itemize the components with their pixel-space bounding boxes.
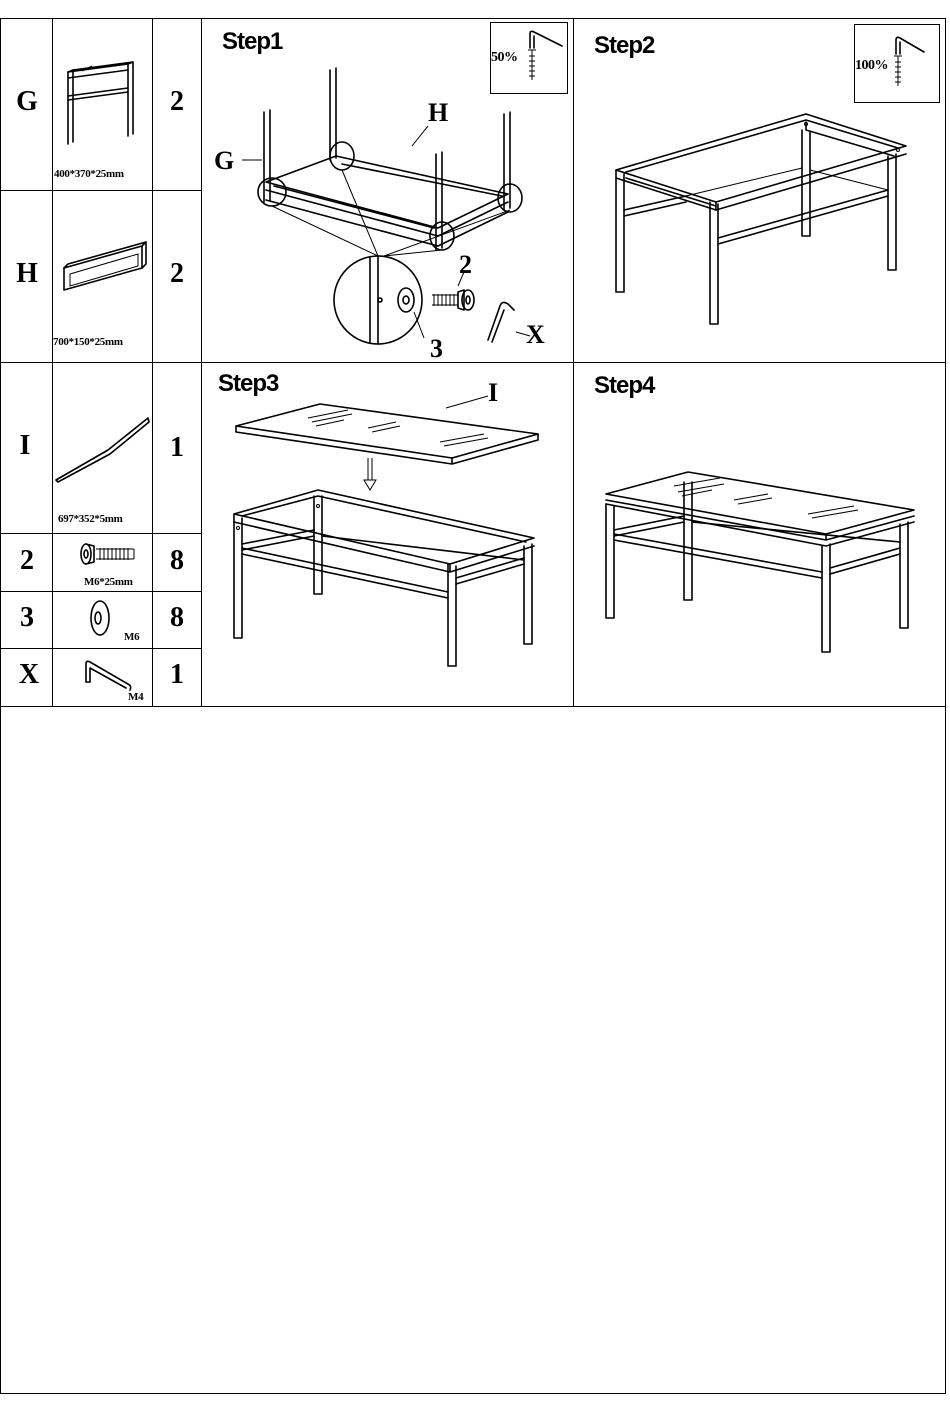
part-2-dimensions: M6*25mm: [84, 576, 133, 588]
part-x-hex-key-drawing: [80, 656, 150, 696]
step4-finished-table-drawing: [600, 468, 920, 660]
part-2-bolt-drawing: [76, 540, 146, 570]
step1-callout-washer: 3: [430, 334, 443, 363]
grid-divider: [0, 648, 201, 649]
step1-callout-h: H: [428, 98, 449, 127]
part-i-glass-drawing: [52, 410, 152, 490]
part-g-letter: G: [16, 86, 38, 117]
step3-title: Step3: [218, 370, 279, 397]
part-i-letter: I: [19, 430, 31, 461]
grid-divider: [0, 190, 201, 191]
part-g-dimensions: 400*370*25mm: [54, 168, 124, 180]
step3-callout-glass: I: [488, 378, 499, 407]
step1-tighten-percent: 50%: [491, 50, 518, 65]
step2-hex-key-bolt-icon: [886, 32, 936, 92]
part-i-quantity: 1: [170, 432, 184, 463]
part-x-quantity: 1: [170, 659, 184, 690]
grid-divider: [0, 533, 201, 534]
step4-title: Step4: [594, 372, 655, 399]
part-x-letter: X: [18, 659, 40, 690]
part-g-quantity: 2: [170, 86, 184, 117]
grid-divider: [0, 706, 946, 707]
part-3-quantity: 8: [170, 602, 184, 633]
step2-tighten-percent: 100%: [855, 58, 888, 73]
part-2-letter: 2: [20, 545, 34, 576]
part-h-rail-drawing: [60, 238, 150, 298]
part-h-quantity: 2: [170, 258, 184, 289]
part-2-quantity: 8: [170, 545, 184, 576]
step1-callout-g: G: [214, 146, 235, 175]
step1-title: Step1: [222, 28, 283, 55]
grid-divider: [0, 591, 201, 592]
part-i-dimensions: 697*352*5mm: [58, 513, 123, 525]
part-3-letter: 3: [20, 602, 34, 633]
step2-title: Step2: [594, 32, 655, 59]
step2-assembled-frame-drawing: [606, 104, 916, 334]
step1-callout-bolt: 2: [459, 250, 472, 279]
part-h-letter: H: [16, 258, 38, 289]
step1-frame-assembly-drawing: [202, 60, 572, 360]
part-3-size-label: M6: [124, 631, 140, 643]
step3-frame-drawing: [228, 484, 538, 674]
step1-callout-hex-key: X: [526, 320, 545, 349]
part-3-washer-drawing: [86, 598, 126, 642]
part-g-frame-drawing: [60, 56, 150, 156]
part-h-dimensions: 700*150*25mm: [53, 336, 123, 348]
part-x-size-label: M4: [128, 691, 144, 703]
grid-divider: [0, 362, 946, 363]
